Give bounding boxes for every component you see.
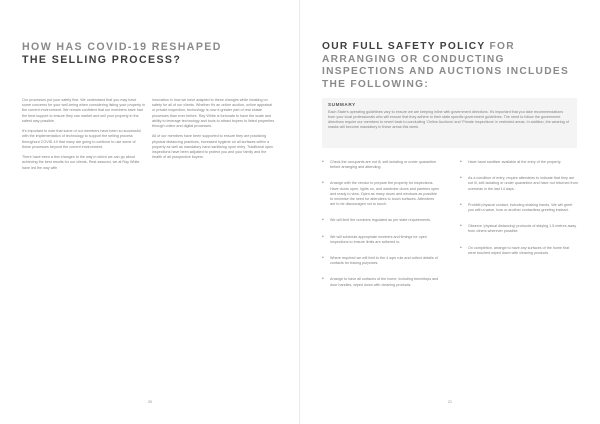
list-item xyxy=(460,176,578,192)
right-title-rest: FOR ARRANGING OR CONDUCTING INSPECTIONS AND AUCTIONS INCLUDES THE FOLLOWING: xyxy=(322,41,570,90)
list-item-text: Arrange to have all surfaces of the home, including benchtops and door handles, wiped down with cleaning products. xyxy=(330,277,439,287)
bullet-icon: • xyxy=(460,201,462,208)
list-item xyxy=(460,224,578,234)
bullet-icon: • xyxy=(460,244,462,251)
bullet-icon: • xyxy=(322,276,324,283)
bullet-icon: • xyxy=(460,175,462,182)
summary-box xyxy=(322,98,577,148)
right-page-number: 21 xyxy=(448,400,452,404)
bullet-icon: • xyxy=(460,159,462,165)
list-item xyxy=(322,218,440,223)
list-item xyxy=(460,203,578,213)
list-item-text: Where required we will limit to the 4 sqm rule and collect details of contacts for tracing purposes. xyxy=(330,256,438,266)
list-item-text: Arrange with the vendor to prepare the property for inspections. Have doors open, lights on, and wardrobe doors and pantries open and ready to view. Open as many doors and windows as possible to minimise the need for attendees to touch surfaces. Attendees are to be discouraged not to touch. xyxy=(330,181,440,207)
body-paragraph: There have been a few changes to the way in which we can go about achieving the best results for our clients. Rest assured, we at Ray White have led the way with xyxy=(22,155,140,170)
summary-heading: SUMMARY xyxy=(328,102,356,107)
list-item xyxy=(322,277,440,287)
list-item-text: Check the occupants are not ill, self-isolating or under quarantine before arranging and attending. xyxy=(330,160,437,170)
bullet-icon: • xyxy=(322,217,324,224)
safety-list-column-2 xyxy=(460,160,578,267)
bullet-icon: • xyxy=(322,159,324,165)
bullet-icon: • xyxy=(322,233,324,240)
list-item-text: Observe 'physical distancing' protocols of staying 1.5 metres away from others wherever possible. xyxy=(468,224,577,234)
bullet-icon: • xyxy=(322,255,324,262)
list-item xyxy=(460,160,578,165)
right-page-title xyxy=(322,41,587,91)
body-paragraph: All of our members have been supported to ensure they are practicing physical distancing practices, increased hygiene on all surfaces within a property as well as mandatory hand sanitising upon entry. Traditional open inspections have been adjusted to protect you and your family and the health of all prospective buyers. xyxy=(152,134,274,160)
body-paragraph: It's important to note that some of our members have been so successful with the implementation of technology to support the selling process throughout COVID-19 that many are going to continue to use some of these processes beyond the current environment. xyxy=(22,129,141,149)
list-item xyxy=(322,235,440,245)
safety-list-column-1 xyxy=(322,160,440,299)
list-item-text: Have hand sanitiser available at the entry of the property. xyxy=(468,160,562,164)
list-item-text: We will schedule appropriate numbers and timings for open inspections to ensure limits are adhered to. xyxy=(330,234,427,244)
summary-text: Each State's operating guidelines vary to ensure we are keeping inline with government directions. It's important that you take recommendations from your local professionals who will ensure that they adhere to their state specific government guidelines. The need to follow the government directions require our members to revert back to conducting 'Online Auctions' and 'Private Inspections' in restricted areas. In addition, the wearing of masks will become mandatory in these areas this week. xyxy=(328,109,569,130)
left-body-column-2 xyxy=(152,98,275,166)
body-paragraph: innovation in how we have adapted to these changes while insisting on safety for all of our clients. Whether it's an online auction, online appraisal or private inspection, technology is now a greater part of real estate processes than ever before. Ray White is fortunate to have the scale and ability to leverage technology and tools to attract buyers to listed properties through online and digital processes. xyxy=(152,98,275,129)
right-page xyxy=(300,0,600,424)
left-page-title xyxy=(22,41,287,67)
list-item xyxy=(322,256,440,266)
list-item xyxy=(322,160,440,170)
list-item-text: As a condition of entry, require attendees to indicate that they are not ill, self-isolating or under quarantine and have not returned from overseas in the last 14 days. xyxy=(468,176,578,191)
left-title-line1: HOW HAS COVID-19 RESHAPED xyxy=(22,41,222,53)
list-item-text: On completion, arrange to have any surfaces of the home that were touched wiped down with cleaning products. xyxy=(468,245,570,255)
body-paragraph: Our processes put your safety first. We understand that you may have some concerns for your well-being when considering listing your property in the current environment. We remain confident that our members have had the best support to ensure they can market and sell your property in the safest way possible. xyxy=(22,98,145,123)
right-title-bold: OUR FULL SAFETY POLICY xyxy=(322,41,486,52)
left-page-number: 20 xyxy=(148,400,152,404)
left-title-line2: THE SELLING PROCESS? xyxy=(22,54,182,66)
bullet-icon: • xyxy=(460,223,462,230)
left-body-column-1 xyxy=(22,98,145,176)
list-item-text: Prohibit physical contact, including shaking hands. We will greet you with a wave, bow or another contactless greeting instead. xyxy=(468,202,573,213)
bullet-icon: • xyxy=(322,180,324,187)
list-item xyxy=(460,246,578,256)
list-item xyxy=(322,181,440,207)
list-item-text: We will limit the numbers regulated as per state requirements. xyxy=(330,218,431,223)
